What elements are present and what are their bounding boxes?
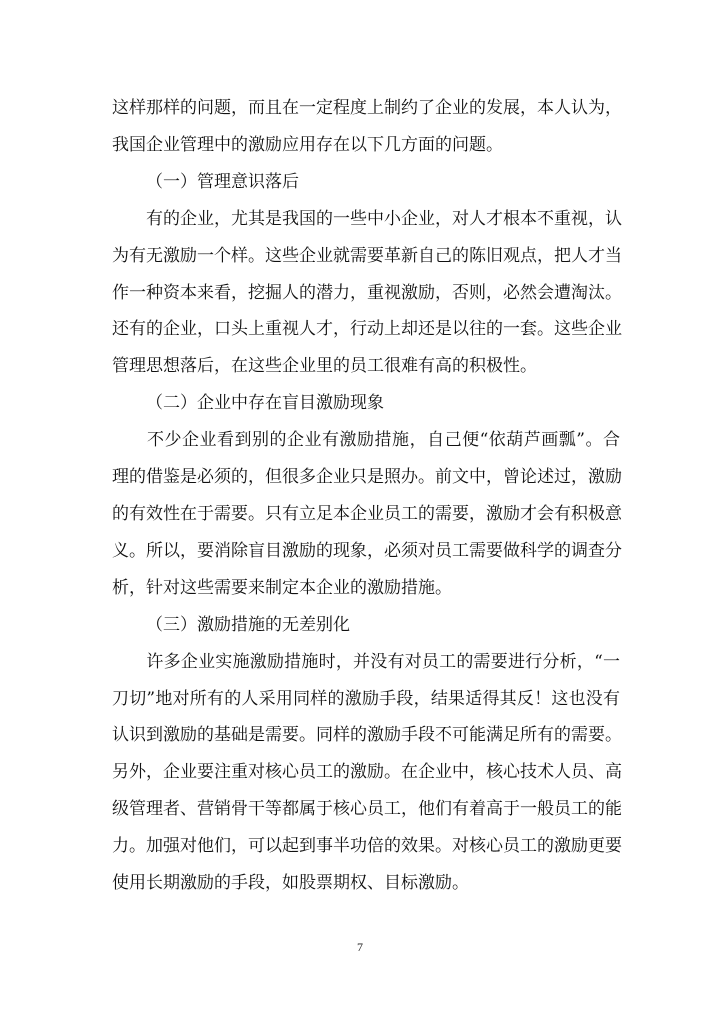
text-line: 还有的企业，口头上重视人才，行动上却还是以往的一套。这些企业 (112, 319, 622, 340)
section-heading-1 (112, 164, 620, 201)
section-heading-3 (112, 607, 620, 644)
heading-text: （三）激励措施的无差别化 (146, 614, 350, 635)
text-line: 另外，企业要注重对核心员工的激励。在企业中，核心技术人员、高 (112, 762, 622, 783)
text-line: 义。所以，要消除盲目激励的现象，必须对员工需要做科学的调查分 (112, 540, 622, 561)
section-3-paragraph (112, 644, 620, 902)
text-line: 析，针对这些需要来制定本企业的激励措施。 (112, 577, 452, 598)
text-line: 理的借鉴是必须的，但很多企业只是照办。前文中，曾论述过，激励 (112, 467, 622, 488)
text-line: 力。加强对他们，可以起到事半功倍的效果。对核心员工的激励更要 (112, 836, 622, 857)
text-line: 我国企业管理中的激励应用存在以下几方面的问题。 (112, 134, 503, 155)
text-line: 刀切”地对所有的人采用同样的激励手段，结果适得其反！这也没有 (112, 688, 620, 709)
text-line: 作一种资本来看，挖掘人的潜力，重视激励，否则，必然会遭淘汰。 (112, 282, 622, 303)
heading-text: （一）管理意识落后 (146, 171, 299, 192)
text-line: 为有无激励一个样。这些企业就需要革新自己的陈旧观点，把人才当 (112, 245, 622, 266)
section-1-paragraph (112, 201, 620, 386)
text-line: 许多企业实施激励措施时，并没有对员工的需要进行分析，“一 (112, 651, 620, 672)
text-line: 使用长期激励的手段，如股票期权、目标激励。 (112, 873, 469, 894)
text-line: 级管理者、营销骨干等都属于核心员工，他们有着高于一般员工的能 (112, 799, 622, 820)
text-line: 管理思想落后，在这些企业里的员工很难有高的积极性。 (112, 356, 537, 377)
section-2-paragraph (112, 422, 620, 607)
page-number: 7 (357, 940, 363, 954)
text-line: 不少企业看到别的企业有激励措施，自己便“依葫芦画瓢”。合 (112, 430, 620, 451)
text-line: 这样那样的问题，而且在一定程度上制约了企业的发展，本人认为， (112, 98, 622, 118)
page-content (112, 90, 620, 902)
intro-paragraph (112, 90, 620, 164)
section-heading-2 (112, 385, 620, 422)
heading-text: （二）企业中存在盲目激励现象 (146, 393, 384, 414)
text-line: 的有效性在于需要。只有立足本企业员工的需要，激励才会有积极意 (112, 503, 622, 524)
text-line: 认识到激励的基础是需要。同样的激励手段不可能满足所有的需要。 (112, 725, 622, 746)
text-line: 有的企业，尤其是我国的一些中小企业，对人才根本不重视，认 (112, 208, 622, 229)
